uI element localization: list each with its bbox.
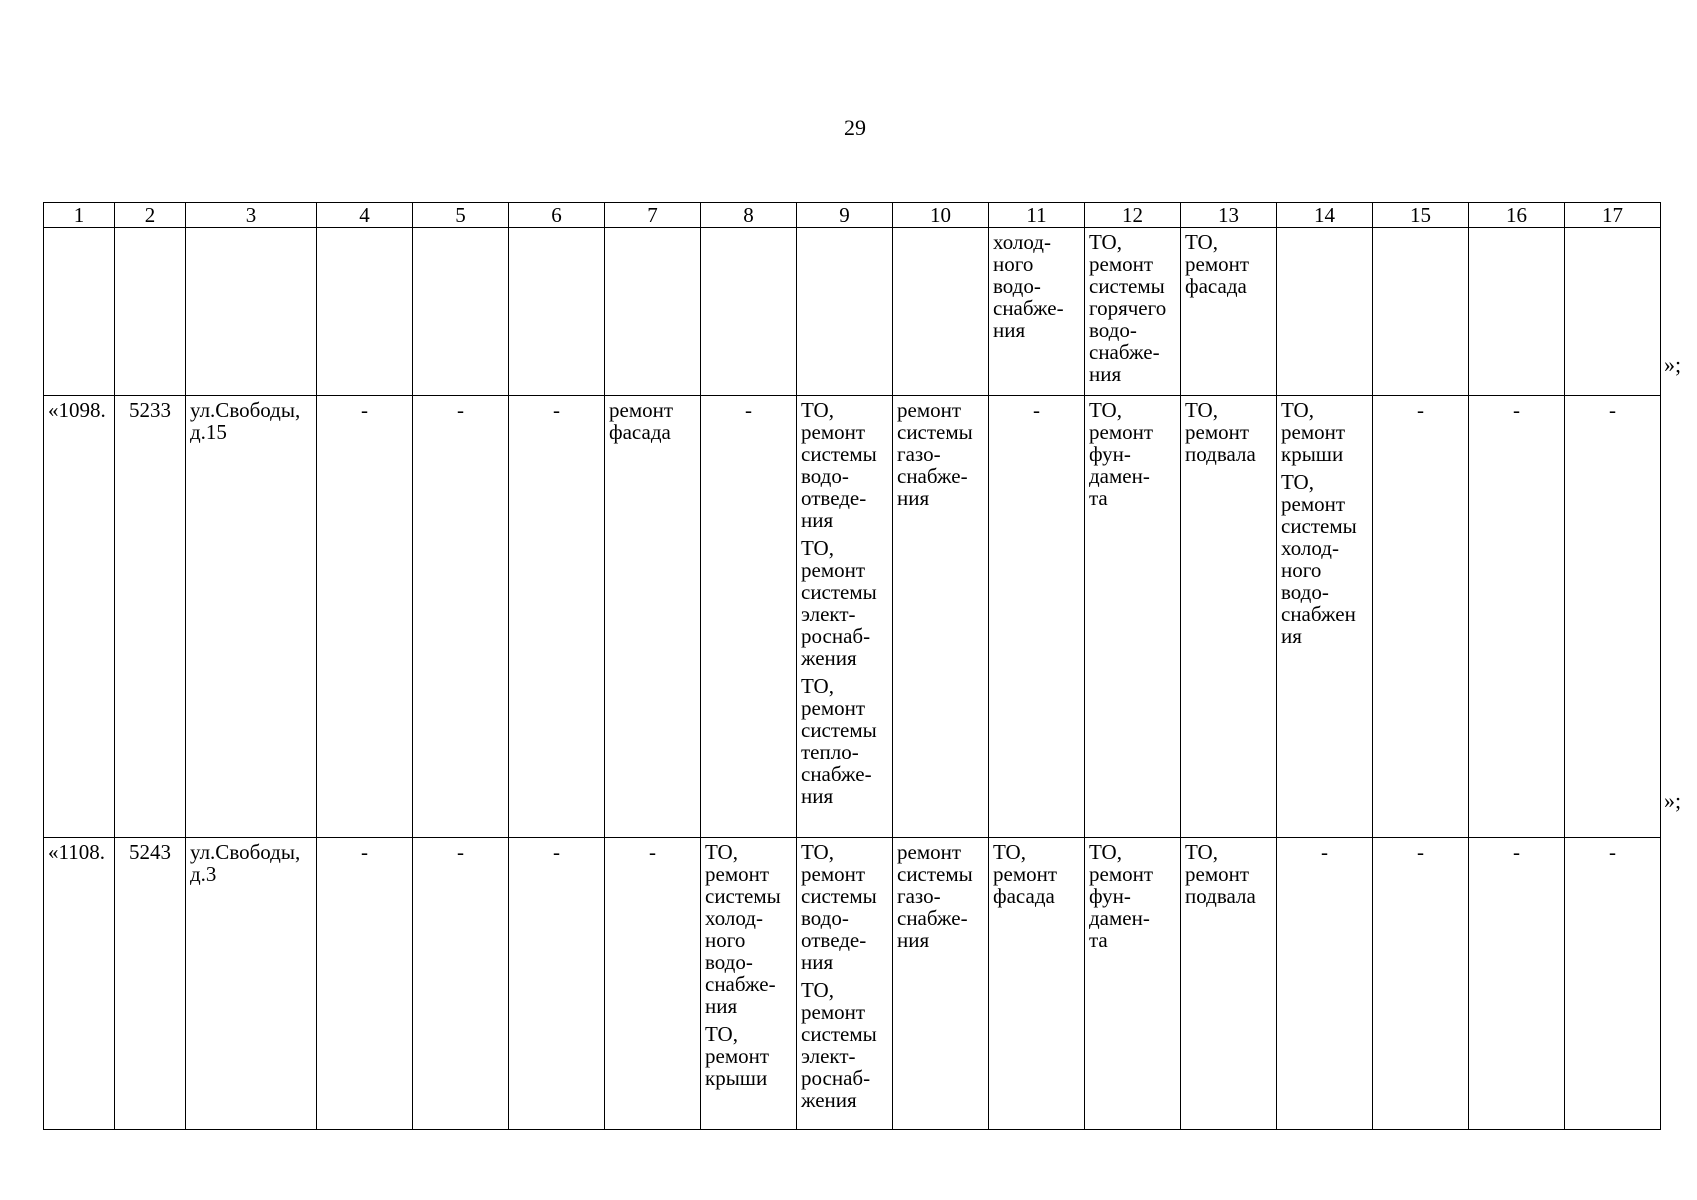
cell-text: - xyxy=(457,398,464,422)
cell-text: - xyxy=(361,398,368,422)
table-cell xyxy=(797,228,893,396)
cell-text: ул.Свободы, д.3 xyxy=(190,840,301,886)
table-row xyxy=(44,838,1661,1130)
cell-text: ТО, ремонт системы горячего водо- снабже- ния xyxy=(1089,230,1167,386)
cell-text: холод- ного водо- снабже- ния xyxy=(993,230,1064,342)
row-end-quote: »; xyxy=(1664,788,1682,813)
cell-text: - xyxy=(1609,840,1616,864)
table-cell xyxy=(509,228,605,396)
table-cell xyxy=(797,396,893,838)
table-cell xyxy=(605,228,701,396)
cell-text: - xyxy=(1321,840,1328,864)
cell-text: - xyxy=(1417,840,1424,864)
cell-text: ТО, ремонт фун- дамен- та xyxy=(1089,840,1154,952)
column-number: 7 xyxy=(605,203,701,228)
column-number: 5 xyxy=(413,203,509,228)
cell-text: ТО, ремонт фасада xyxy=(1185,230,1250,298)
column-number: 12 xyxy=(1085,203,1181,228)
table-cell xyxy=(1085,228,1181,396)
table-cell xyxy=(797,838,893,1130)
cell-text: - xyxy=(1417,398,1424,422)
table-row xyxy=(44,228,1661,396)
cell-text: «1098. xyxy=(48,398,106,422)
cell-text: - xyxy=(1513,840,1520,864)
column-number: 17 xyxy=(1565,203,1661,228)
cell-text: - xyxy=(553,398,560,422)
table-cell xyxy=(186,838,317,1130)
table-cell xyxy=(1469,838,1565,1130)
table-row xyxy=(44,396,1661,838)
table-cell xyxy=(701,396,797,838)
table-cell xyxy=(1277,396,1373,838)
table-cell xyxy=(1565,838,1661,1130)
cell-text: ТО, ремонт системы водо- отведе- ния xyxy=(801,840,877,974)
cell-text: - xyxy=(1033,398,1040,422)
cell-text: ТО, ремонт системы холод- ного водо- снабжен ия xyxy=(1281,470,1357,648)
table-cell xyxy=(605,396,701,838)
table-cell xyxy=(186,396,317,838)
cell-text: ремонт системы газо- снабже- ния xyxy=(897,840,973,952)
cell-text: ремонт системы газо- снабже- ния xyxy=(897,398,973,510)
table-cell xyxy=(509,838,605,1130)
cell-text: ул.Свободы, д.15 xyxy=(190,398,301,444)
table-cell xyxy=(186,228,317,396)
cell-text: 5243 xyxy=(129,840,171,864)
cell-text: 5233 xyxy=(129,398,171,422)
table-cell xyxy=(1565,396,1661,838)
table-cell xyxy=(413,396,509,838)
table-cell xyxy=(1565,228,1661,396)
column-number: 16 xyxy=(1469,203,1565,228)
table-cell xyxy=(317,838,413,1130)
table-cell xyxy=(1469,396,1565,838)
cell-text: ТО, ремонт системы элект- роснаб- жения xyxy=(801,978,877,1112)
column-number: 8 xyxy=(701,203,797,228)
cell-text: ТО, ремонт крыши xyxy=(705,1022,770,1090)
cell-text: ТО, ремонт системы тепло- снабже- ния xyxy=(801,674,877,808)
cell-text: ТО, ремонт системы элект- роснаб- жения xyxy=(801,536,877,670)
page-number: 29 xyxy=(844,115,866,140)
cell-text: ТО, ремонт крыши xyxy=(1281,398,1346,466)
table-cell xyxy=(1373,396,1469,838)
table-cell xyxy=(1181,228,1277,396)
table-cell xyxy=(893,396,989,838)
table-cell xyxy=(44,838,115,1130)
cell-text: ТО, ремонт подвала xyxy=(1185,840,1256,908)
table-cell xyxy=(44,396,115,838)
cell-text: - xyxy=(361,840,368,864)
schedule-table xyxy=(43,202,1661,1130)
cell-text: - xyxy=(1513,398,1520,422)
table-cell xyxy=(701,838,797,1130)
table-cell xyxy=(893,838,989,1130)
table-cell xyxy=(1373,228,1469,396)
table-cell xyxy=(1373,838,1469,1130)
table-cell xyxy=(413,838,509,1130)
table-cell xyxy=(989,396,1085,838)
cell-text: - xyxy=(553,840,560,864)
table-cell xyxy=(44,228,115,396)
cell-text: ТО, ремонт системы водо- отведе- ния xyxy=(801,398,877,532)
column-number: 2 xyxy=(115,203,186,228)
table-cell xyxy=(317,396,413,838)
table-cell xyxy=(1277,838,1373,1130)
cell-text: - xyxy=(457,840,464,864)
table-cell xyxy=(317,228,413,396)
table-cell xyxy=(1181,838,1277,1130)
cell-text: - xyxy=(745,398,752,422)
table-cell xyxy=(1277,228,1373,396)
column-number: 13 xyxy=(1181,203,1277,228)
cell-text: - xyxy=(1609,398,1616,422)
row-end-quote: »; xyxy=(1664,352,1682,377)
column-number: 1 xyxy=(44,203,115,228)
table-cell xyxy=(893,228,989,396)
cell-text: ТО, ремонт фасада xyxy=(993,840,1058,908)
table-cell xyxy=(115,228,186,396)
column-number: 14 xyxy=(1277,203,1373,228)
cell-text: ТО, ремонт подвала xyxy=(1185,398,1256,466)
table-cell xyxy=(509,396,605,838)
table-cell xyxy=(413,228,509,396)
table-cell xyxy=(989,838,1085,1130)
table-cell xyxy=(701,228,797,396)
column-number-row xyxy=(44,203,1661,228)
column-number: 15 xyxy=(1373,203,1469,228)
cell-text: ремонт фасада xyxy=(609,398,674,444)
column-number: 10 xyxy=(893,203,989,228)
table-cell xyxy=(1085,838,1181,1130)
column-number: 11 xyxy=(989,203,1085,228)
column-number: 9 xyxy=(797,203,893,228)
column-number: 6 xyxy=(509,203,605,228)
table-cell xyxy=(989,228,1085,396)
cell-text: ТО, ремонт фун- дамен- та xyxy=(1089,398,1154,510)
table-cell xyxy=(605,838,701,1130)
cell-text: - xyxy=(649,840,656,864)
table-cell xyxy=(115,396,186,838)
cell-text: «1108. xyxy=(48,840,105,864)
column-number: 3 xyxy=(186,203,317,228)
table-cell xyxy=(1181,396,1277,838)
table-cell xyxy=(1085,396,1181,838)
table-cell xyxy=(115,838,186,1130)
table-cell xyxy=(1469,228,1565,396)
column-number: 4 xyxy=(317,203,413,228)
cell-text: ТО, ремонт системы холод- ного водо- снабже- ния xyxy=(705,840,781,1018)
